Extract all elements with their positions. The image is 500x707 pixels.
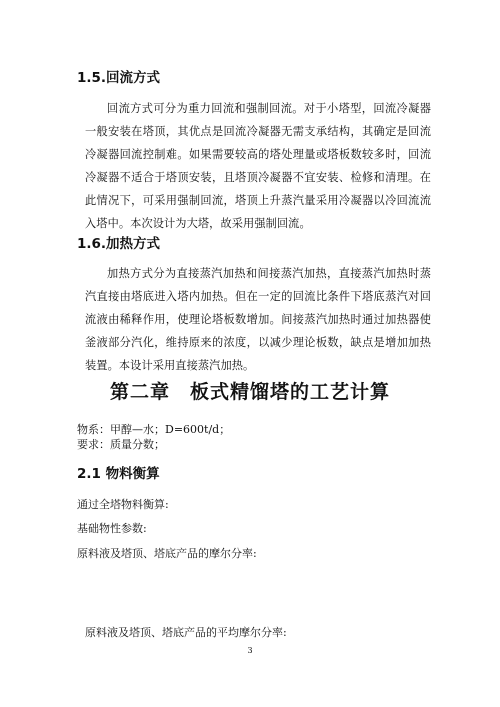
requirement-line: 要求：质量分数； — [77, 438, 165, 451]
material-balance-line: 通过全塔物料衡算: — [77, 498, 169, 511]
section-heading-2-1: 2.1 物料衡算 — [77, 466, 160, 482]
section-paragraph-1-6: 加热方式分为直接蒸汽加热和间接蒸汽加热，直接蒸汽加热时蒸汽直接由塔底进入塔内加热。但在一定的回流比条件下塔底蒸汽对回流液由稀释作用，使理论塔板数增加。间接蒸汽加热时通过加热器使釜液部分汽化，维持原来的浓度，以减少理论板数，缺点是增加加热装置。本设计采用直接蒸汽加热。 — [85, 267, 431, 372]
page-number: 3 — [247, 646, 253, 655]
mole-fraction-line: 原料液及塔顶、塔底产品的摩尔分率: — [77, 547, 257, 560]
chapter-title: 第二章 板式精馏塔的工艺计算 — [109, 381, 390, 403]
avg-mole-fraction-line: 原料液及塔顶、塔底产品的平均摩尔分率: — [85, 626, 287, 639]
system-line: 物系：甲醇—水；D=600t/d； — [77, 423, 231, 436]
section-paragraph-1-5: 回流方式可分为重力回流和强制回流。对于小塔型，回流冷凝器一般安装在塔顶，其优点是回流冷凝器无需支承结构，其确定是回流冷凝器回流控制难。如果需要较高的塔处理量或塔板数较多时，回流冷凝器不适合于塔顶安装，且塔顶冷凝器不宜安装、检修和清理。在此情况下，可采用强制回流，塔顶上升蒸汽量采用冷凝器以冷回流流入塔中。本次设计为大塔，故采用强制回流。 — [85, 102, 431, 230]
section-heading-1-6: 1.6.加热方式 — [77, 236, 161, 252]
section-heading-1-5: 1.5.回流方式 — [77, 70, 161, 86]
physical-params-line: 基础物性参数: — [77, 522, 147, 535]
